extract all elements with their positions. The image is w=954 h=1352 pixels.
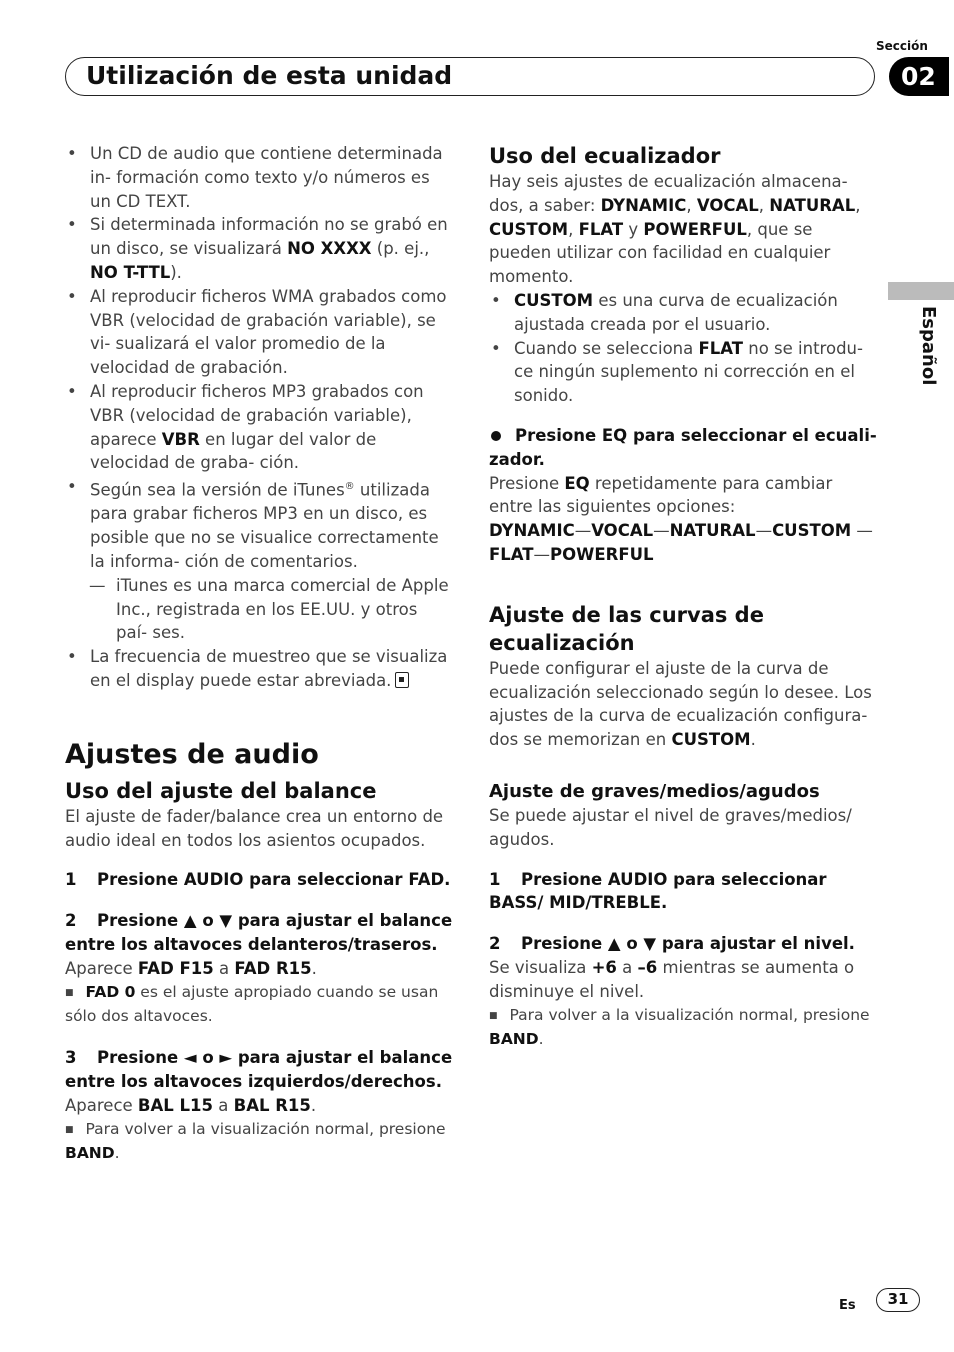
tone-step-2-body: Se visualiza +6 a –6 mientras se aumenta o disminuye el nivel. [489, 957, 855, 1001]
step-3-body: Aparece BAL L15 a BAL R15. [65, 1095, 317, 1115]
language-tab-label: Español [918, 306, 939, 386]
footer-language-code: Es [839, 1298, 856, 1313]
note-square-icon: ■ [65, 1124, 74, 1135]
equalizer-bullet-list [489, 289, 879, 408]
list-item: • Un CD de audio que contiene determinada in- formación como texto y/o números es un CD TEXT. [65, 142, 453, 213]
list-item: • Cuando se selecciona FLAT no se introdu- ce ningún suplemento ni corrección en el sonido. [489, 337, 879, 408]
note-square-icon: ■ [489, 1010, 498, 1021]
list-item: • Al reproducir ficheros WMA grabados como VBR (velocidad de grabación variable), se vi- sualizará el valor promedio de la velocidad de grabación. [65, 285, 453, 380]
left-column [65, 142, 453, 1166]
note-square-icon: ■ [65, 987, 74, 998]
tone-step-2: 2 Presione ▲ o ▼ para ajustar el nivel. [489, 934, 855, 954]
eq-curves-intro: Puede configurar el ajuste de la curva de ecualización seleccionado según lo desee. Los ajustes de la curva de ecualización configura- dos se memorizan en CUSTOM. [489, 658, 872, 750]
section-label: Sección [876, 39, 928, 53]
balance-intro: El ajuste de fader/balance crea un entorno de audio ideal en todos los asientos ocupados. [65, 806, 444, 850]
step-3-note: ■ Para volver a la visualización normal, presione BAND. [65, 1119, 446, 1163]
list-item: • CUSTOM es una curva de ecualización ajustada creada por el usuario. [489, 289, 879, 337]
page-number: 31 [876, 1288, 920, 1312]
list-item: • La frecuencia de muestreo que se visualiza en el display puede estar abreviada. [65, 645, 453, 693]
end-of-section-icon [395, 672, 409, 688]
tone-heading: Ajuste de graves/medios/agudos [489, 780, 820, 802]
right-column [489, 142, 879, 1052]
equalizer-intro: Hay seis ajustes de ecualización almacena- dos, a saber: DYNAMIC, VOCAL, NATURAL, CUSTOM, FLAT y POWERFUL, que se pueden utilizar con facilidad en cualquier momento. [489, 172, 861, 287]
step-1: 1 Presione AUDIO para seleccionar FAD. [65, 870, 451, 890]
list-item: • Al reproducir ficheros MP3 grabados con VBR (velocidad de grabación variable), aparece VBR en lugar del valor de velocidad de graba- ción. [65, 380, 453, 475]
tone-step-2-note: ■ Para volver a la visualización normal, presione BAND. [489, 1005, 870, 1049]
info-bullet-list [65, 142, 453, 574]
language-tab-bar [888, 282, 954, 300]
balance-heading: Uso del ajuste del balance [65, 778, 377, 803]
equalizer-heading: Uso del ecualizador [489, 144, 721, 168]
eq-step: Presione EQ para seleccionar el ecuali- zador. [489, 425, 877, 469]
info-bullet-list-end [65, 645, 453, 693]
chapter-title: Utilización de esta unidad [65, 57, 875, 96]
eq-step-body: Presione EQ repetidamente para cambiar entre las siguientes opciones: [489, 473, 833, 517]
eq-sequence: DYNAMIC—VOCAL—NATURAL—CUSTOM —FLAT—POWERFUL [489, 521, 873, 564]
audio-settings-heading: Ajustes de audio [65, 738, 319, 770]
tone-step-1: 1 Presione AUDIO para seleccionar BASS/ MID/TREBLE. [489, 869, 827, 913]
step-2-note: ■ FAD 0 es el ajuste apropiado cuando se usan sólo dos altavoces. [65, 982, 439, 1026]
step-2: 2 Presione ▲ o ▼ para ajustar el balance entre los altavoces delanteros/traseros. [65, 911, 453, 955]
step-3: 3 Presione ◄ o ► para ajustar el balance entre los altavoces izquierdos/derechos. [65, 1048, 453, 1091]
eq-curves-heading: Ajuste de las curvas de ecualización [489, 602, 764, 655]
list-item: • Si determinada información no se grabó en un disco, se visualizará NO XXXX (p. ej., NO T-TTL). [65, 213, 453, 284]
section-number-badge: 02 [889, 57, 949, 96]
step-2-body: Aparece FAD F15 a FAD R15. [65, 958, 317, 978]
step-dot-icon [491, 431, 501, 441]
list-item: • Según sea la versión de iTunes® utilizada para grabar ficheros MP3 en un disco, es posible que no se visualice correctamente la informa- ción de comentarios. [65, 475, 453, 574]
tone-intro: Se puede ajustar el nivel de graves/medios/ agudos. [489, 805, 852, 849]
itunes-trademark-note: — iTunes es una marca comercial de Apple Inc., registrada en los EE.UU. y otros paí- ses. [65, 574, 453, 645]
